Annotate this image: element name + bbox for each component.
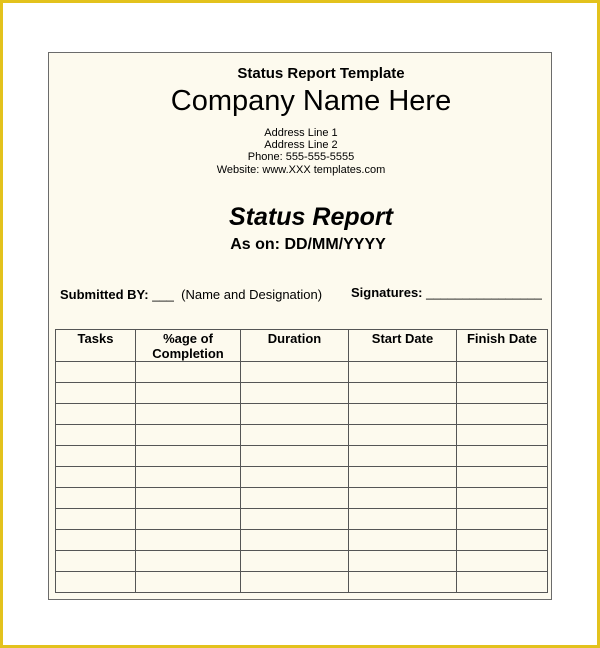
table-row <box>56 404 548 425</box>
table-cell[interactable] <box>136 467 241 488</box>
table-row <box>56 488 548 509</box>
table-cell[interactable] <box>241 551 349 572</box>
table-cell[interactable] <box>241 509 349 530</box>
table-cell[interactable] <box>241 530 349 551</box>
table-cell[interactable] <box>56 509 136 530</box>
table-cell[interactable] <box>457 488 548 509</box>
submitted-by-hint: (Name and Designation) <box>181 287 323 302</box>
status-report-document <box>48 52 552 600</box>
address-line-2: Address Line 2 <box>264 139 338 151</box>
table-cell[interactable] <box>56 362 136 383</box>
table-cell[interactable] <box>241 362 349 383</box>
table-row <box>56 530 548 551</box>
table-cell[interactable] <box>241 572 349 593</box>
table-cell[interactable] <box>241 467 349 488</box>
column-header-finish-date: Finish Date <box>457 330 548 362</box>
table-cell[interactable] <box>136 509 241 530</box>
table-header-row <box>56 330 548 362</box>
table-cell[interactable] <box>136 488 241 509</box>
table-cell[interactable] <box>56 488 136 509</box>
table-cell[interactable] <box>457 467 548 488</box>
template-title: Status Report Template <box>237 65 405 82</box>
table-cell[interactable] <box>241 404 349 425</box>
table-cell[interactable] <box>136 383 241 404</box>
report-title: Status Report <box>229 203 393 231</box>
table-row <box>56 509 548 530</box>
table-cell[interactable] <box>457 404 548 425</box>
website-line: Website: www.XXX templates.com <box>216 164 386 176</box>
table-cell[interactable] <box>136 530 241 551</box>
table-cell[interactable] <box>56 551 136 572</box>
table-cell[interactable] <box>56 383 136 404</box>
table-cell[interactable] <box>241 446 349 467</box>
table-row <box>56 446 548 467</box>
table-row <box>56 362 548 383</box>
table-cell[interactable] <box>56 446 136 467</box>
table-row <box>56 425 548 446</box>
table-cell[interactable] <box>349 446 457 467</box>
signatures-label: Signatures: <box>351 285 423 300</box>
table-cell[interactable] <box>457 551 548 572</box>
submitted-by-blank[interactable]: ___ <box>152 287 174 302</box>
table-cell[interactable] <box>349 509 457 530</box>
table-cell[interactable] <box>457 425 548 446</box>
table-cell[interactable] <box>349 362 457 383</box>
table-row <box>56 551 548 572</box>
table-cell[interactable] <box>241 425 349 446</box>
table-cell[interactable] <box>136 362 241 383</box>
table-cell[interactable] <box>136 425 241 446</box>
table-cell[interactable] <box>349 425 457 446</box>
submitted-by-label: Submitted BY: <box>60 287 149 302</box>
table-cell[interactable] <box>457 446 548 467</box>
table-row <box>56 383 548 404</box>
table-cell[interactable] <box>457 530 548 551</box>
table-cell[interactable] <box>241 383 349 404</box>
table-cell[interactable] <box>457 362 548 383</box>
task-table <box>55 329 548 593</box>
phone-line: Phone: 555-555-5555 <box>247 151 355 163</box>
task-table-body <box>56 362 548 593</box>
as-on-date: As on: DD/MM/YYYY <box>230 236 386 253</box>
table-row <box>56 572 548 593</box>
table-cell[interactable] <box>56 404 136 425</box>
column-header-completion: %age of Completion <box>136 330 241 362</box>
table-cell[interactable] <box>457 509 548 530</box>
table-cell[interactable] <box>136 572 241 593</box>
submitted-by-field[interactable] <box>60 287 322 302</box>
table-cell[interactable] <box>136 404 241 425</box>
table-cell[interactable] <box>349 467 457 488</box>
table-cell[interactable] <box>56 530 136 551</box>
table-cell[interactable] <box>349 404 457 425</box>
table-row <box>56 467 548 488</box>
table-cell[interactable] <box>349 488 457 509</box>
table-cell[interactable] <box>241 488 349 509</box>
column-header-duration: Duration <box>241 330 349 362</box>
signatures-blank[interactable]: ________________ <box>426 285 542 300</box>
table-cell[interactable] <box>136 446 241 467</box>
address-line-1: Address Line 1 <box>264 127 338 139</box>
column-header-start-date: Start Date <box>349 330 457 362</box>
table-cell[interactable] <box>56 467 136 488</box>
table-cell[interactable] <box>457 383 548 404</box>
company-name: Company Name Here <box>170 85 452 117</box>
table-cell[interactable] <box>349 383 457 404</box>
table-cell[interactable] <box>349 551 457 572</box>
column-header-tasks: Tasks <box>56 330 136 362</box>
table-cell[interactable] <box>56 425 136 446</box>
table-cell[interactable] <box>136 551 241 572</box>
signatures-field[interactable] <box>351 285 542 300</box>
table-cell[interactable] <box>349 572 457 593</box>
table-cell[interactable] <box>457 572 548 593</box>
table-cell[interactable] <box>349 530 457 551</box>
table-cell[interactable] <box>56 572 136 593</box>
